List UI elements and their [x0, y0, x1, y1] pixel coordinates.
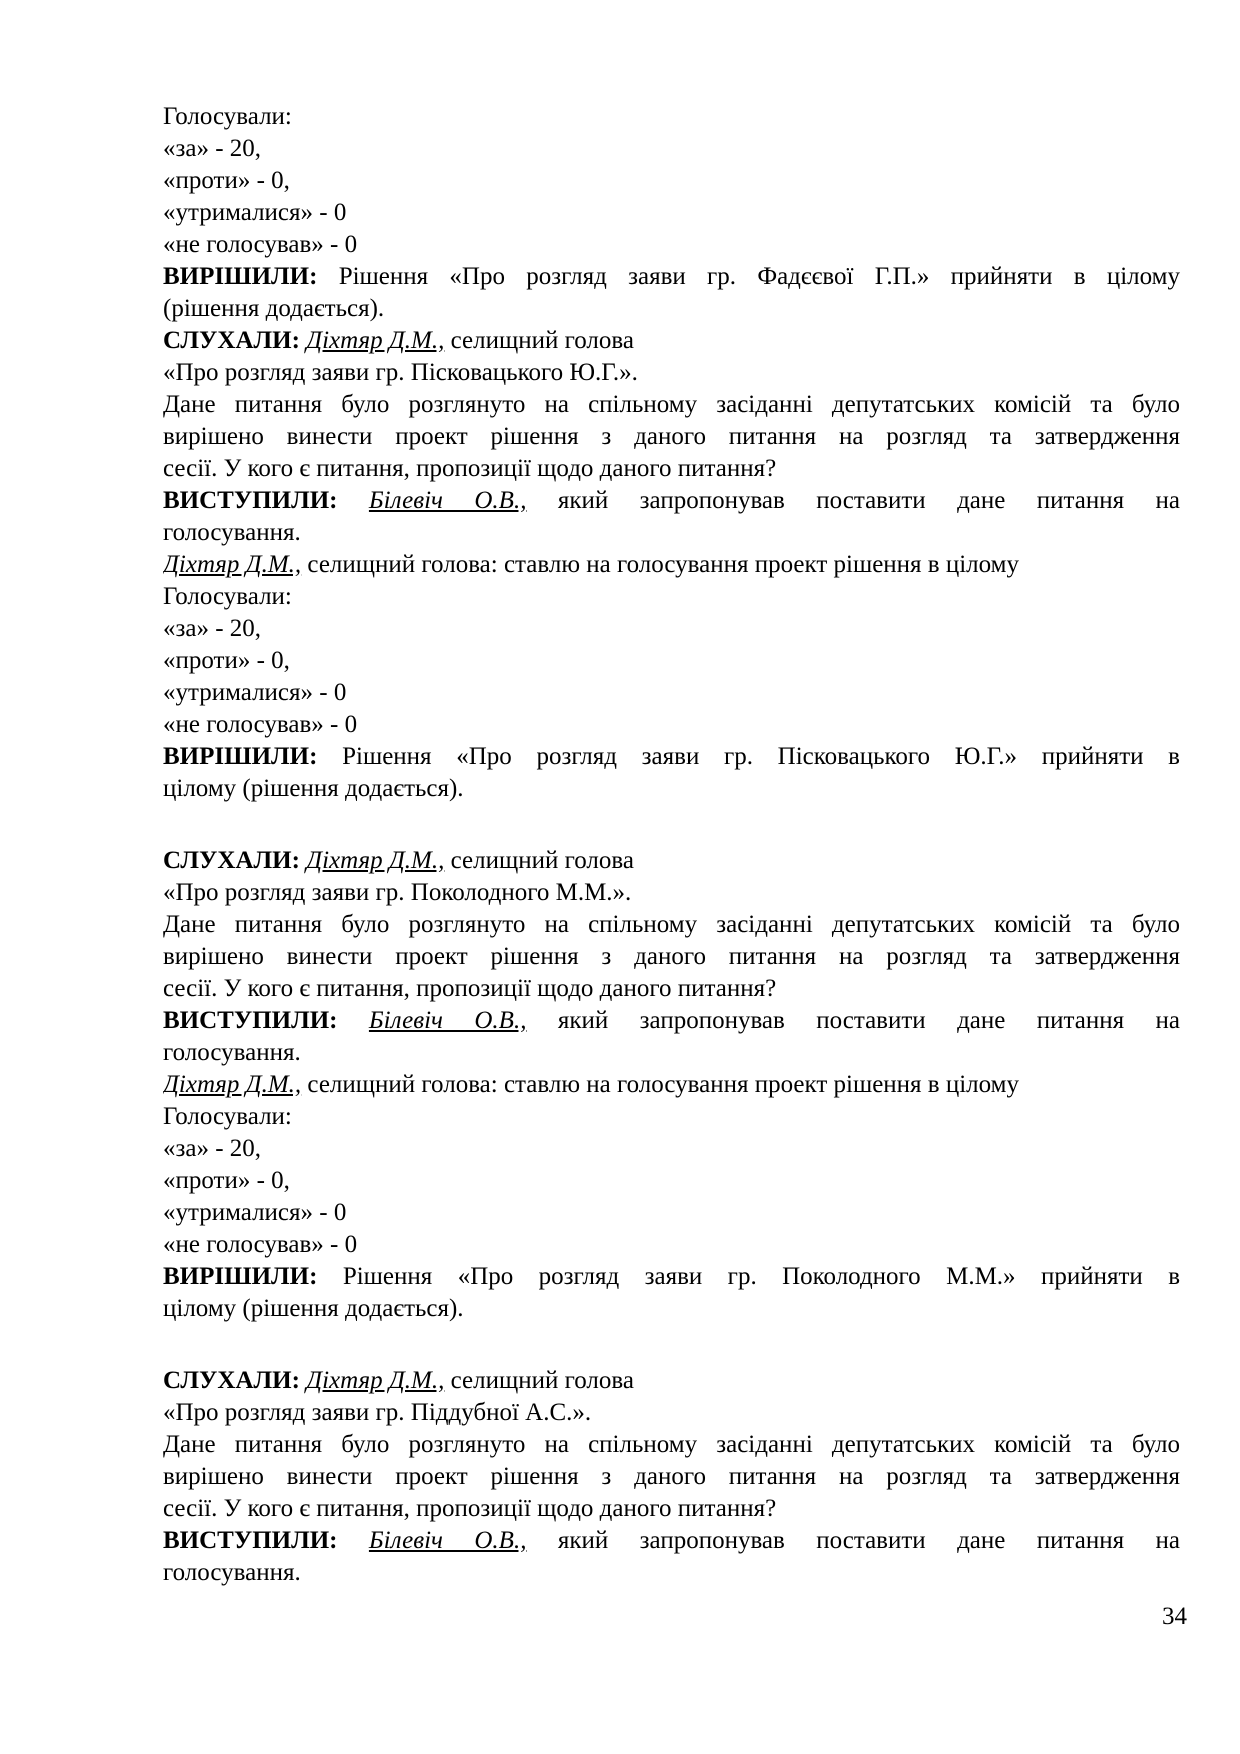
- paragraph-line: Дане питання було розглянуто на спільному засіданні депутатських комісій та було: [163, 391, 1180, 418]
- speaker-name: Діхтяр Д.М.,: [306, 327, 445, 354]
- heard-line: [163, 845, 1180, 877]
- chair-text: селищний голова: ставлю на голосування проект рішення в цілому: [301, 1071, 1019, 1098]
- agenda-subject: «Про розгляд заяви гр. Піддубної А.С.».: [163, 1399, 592, 1426]
- vote-abstained: «утрималися» - 0: [163, 199, 347, 226]
- decided-label: ВИРІШИЛИ:: [163, 263, 318, 290]
- chair-line: [163, 549, 1180, 581]
- chair-name: Діхтяр Д.М.,: [163, 551, 302, 578]
- spoke-text: який запропонував поставити дане питання на: [526, 1527, 1180, 1554]
- heard-line: [163, 325, 1180, 357]
- vote-for: «за» - 20,: [163, 615, 262, 642]
- vote-abstained: «утрималися» - 0: [163, 679, 347, 706]
- vote-header: Голосували:: [163, 1103, 292, 1130]
- decision-text: Рішення «Про розгляд заяви гр. Фадєєвої Г.П.» прийняти в цілому: [317, 263, 1180, 290]
- spoke-label: ВИСТУПИЛИ:: [163, 1527, 338, 1554]
- speaker-role: селищний голова: [444, 327, 634, 354]
- heard-label: СЛУХАЛИ:: [163, 327, 300, 354]
- decision-line-cont: цілому (рішення додається).: [163, 775, 464, 802]
- heard-line: [163, 1365, 1180, 1397]
- spoke-label: ВИСТУПИЛИ:: [163, 1007, 338, 1034]
- vote-not-voted: «не голосував» - 0: [163, 711, 358, 738]
- agenda-subject: «Про розгляд заяви гр. Пісковацького Ю.Г.».: [163, 359, 638, 386]
- speaker-name: Білевіч О.В.,: [368, 487, 527, 514]
- spoke-line: [163, 485, 1180, 517]
- paragraph-line: сесії. У кого є питання, пропозиції щодо даного питання?: [163, 975, 777, 1002]
- chair-line: [163, 1069, 1180, 1101]
- decision-line: [163, 1261, 1180, 1293]
- decision-text: Рішення «Про розгляд заяви гр. Пісковацького Ю.Г.» прийняти в: [317, 743, 1180, 770]
- paragraph-line: сесії. У кого є питання, пропозиції щодо даного питання?: [163, 1495, 777, 1522]
- spoke-line-cont: голосування.: [163, 1559, 301, 1586]
- heard-label: СЛУХАЛИ:: [163, 847, 300, 874]
- vote-for: «за» - 20,: [163, 135, 262, 162]
- speaker-name: Білевіч О.В.,: [368, 1527, 527, 1554]
- paragraph-line: Дане питання було розглянуто на спільному засіданні депутатських комісій та було: [163, 911, 1180, 938]
- speaker-name: Діхтяр Д.М.,: [306, 1367, 445, 1394]
- spoke-line: [163, 1525, 1180, 1557]
- chair-text: селищний голова: ставлю на голосування проект рішення в цілому: [301, 551, 1019, 578]
- decision-line: [163, 741, 1180, 773]
- document-body: [163, 101, 1180, 1589]
- paragraph-line: вирішено винести проект рішення з даного питання на розгляд та затвердження: [163, 943, 1180, 970]
- paragraph-line: вирішено винести проект рішення з даного питання на розгляд та затвердження: [163, 423, 1180, 450]
- vote-abstained: «утрималися» - 0: [163, 1199, 347, 1226]
- speaker-name: Діхтяр Д.М.,: [306, 847, 445, 874]
- vote-header: Голосували:: [163, 583, 292, 610]
- decided-label: ВИРІШИЛИ:: [163, 1263, 318, 1290]
- vote-header: Голосували:: [163, 103, 292, 130]
- section-gap: [163, 1325, 1180, 1365]
- decision-line-cont: цілому (рішення додається).: [163, 1295, 464, 1322]
- decided-label: ВИРІШИЛИ:: [163, 743, 318, 770]
- vote-against: «проти» - 0,: [163, 167, 290, 194]
- spoke-text: який запропонував поставити дане питання на: [526, 487, 1180, 514]
- decision-text: Рішення «Про розгляд заяви гр. Поколодного М.М.» прийняти в: [317, 1263, 1180, 1290]
- spoke-text: який запропонував поставити дане питання на: [526, 1007, 1180, 1034]
- vote-for: «за» - 20,: [163, 1135, 262, 1162]
- speaker-role: селищний голова: [444, 1367, 634, 1394]
- spoke-label: ВИСТУПИЛИ:: [163, 487, 338, 514]
- paragraph-line: Дане питання було розглянуто на спільному засіданні депутатських комісій та було: [163, 1431, 1180, 1458]
- paragraph-line: вирішено винести проект рішення з даного питання на розгляд та затвердження: [163, 1463, 1180, 1490]
- vote-not-voted: «не голосував» - 0: [163, 1231, 358, 1258]
- page-number: 34: [1162, 1603, 1187, 1630]
- heard-label: СЛУХАЛИ:: [163, 1367, 300, 1394]
- decision-line-cont: (рішення додається).: [163, 295, 385, 322]
- spoke-line-cont: голосування.: [163, 519, 301, 546]
- section-gap: [163, 805, 1180, 845]
- vote-against: «проти» - 0,: [163, 1167, 290, 1194]
- chair-name: Діхтяр Д.М.,: [163, 1071, 302, 1098]
- vote-not-voted: «не голосував» - 0: [163, 231, 358, 258]
- spoke-line-cont: голосування.: [163, 1039, 301, 1066]
- decision-line: [163, 261, 1180, 293]
- spoke-line: [163, 1005, 1180, 1037]
- agenda-subject: «Про розгляд заяви гр. Поколодного М.М.».: [163, 879, 632, 906]
- paragraph-line: сесії. У кого є питання, пропозиції щодо даного питання?: [163, 455, 777, 482]
- speaker-name: Білевіч О.В.,: [368, 1007, 527, 1034]
- vote-against: «проти» - 0,: [163, 647, 290, 674]
- speaker-role: селищний голова: [444, 847, 634, 874]
